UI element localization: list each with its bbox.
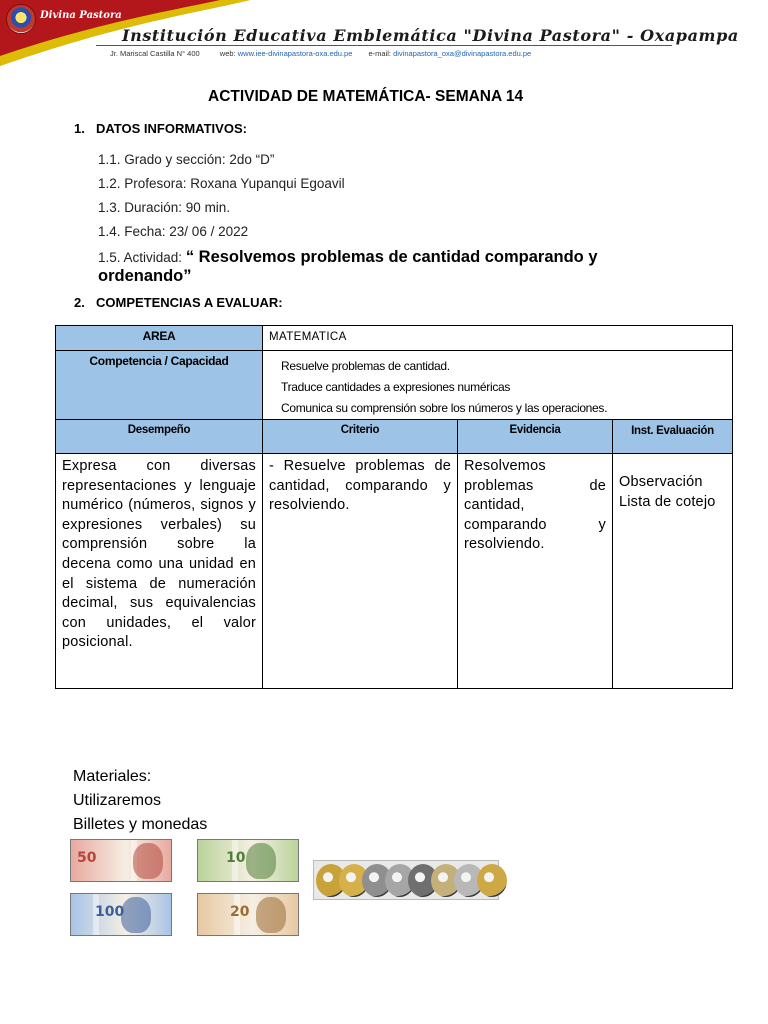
materials-line: Utilizaremos	[73, 792, 162, 809]
section-heading-competencies: 2. COMPETENCIAS A EVALUAR:	[74, 295, 283, 310]
email-label: e-mail: divinapastora_oxa@divinapastora.edu.pe	[368, 49, 532, 58]
web-link[interactable]: www.iee-divinapastora-oxa.edu.pe	[237, 49, 353, 58]
header-divider	[96, 45, 672, 46]
brand-name: Divina Pastora	[40, 10, 122, 21]
info-duration: 1.3. Duración: 90 min.	[98, 200, 231, 215]
page-title: ACTIVIDAD DE MATEMÁTICA- SEMANA 14	[208, 88, 524, 105]
coin	[477, 864, 507, 897]
info-activity	[98, 248, 678, 286]
capacity-list	[263, 351, 733, 420]
col-header-evidencia: Evidencia	[458, 420, 613, 454]
address: Jr. Mariscal Castilla N° 400	[110, 49, 200, 58]
activity-title: “ Resolvemos problemas de cantidad comparando y ordenando”	[98, 248, 598, 285]
school-logo	[6, 4, 36, 34]
section-heading-info: 1. DATOS INFORMATIVOS:	[74, 121, 247, 136]
capacity-item: Traduce cantidades a expresiones numéricas	[281, 380, 511, 394]
cell-instrumento: Observación Lista de cotejo	[613, 454, 733, 689]
web-label: web: www.iee-divinapastora-oxa.edu.pe	[219, 49, 353, 58]
institution-title: Institución Educativa Emblemática "Divina Pastora" - Oxapampa	[122, 26, 739, 45]
cell-desempeno: Expresa con diversas representaciones y lenguaje numérico (números, signos y expresiones verbales) su comprensión sobre la decena como una unidad en el sistema de numeración decimal, sus equivalencias con unidades, el valor posicional.	[56, 454, 263, 689]
area-header: AREA	[56, 326, 263, 351]
col-header-criterio: Criterio	[263, 420, 458, 454]
activity-prefix: 1.5. Actividad:	[98, 250, 186, 265]
coins-image	[313, 860, 499, 900]
capacity-item: Comunica su comprensión sobre los números y las operaciones.	[281, 401, 608, 415]
info-grade: 1.1. Grado y sección: 2do “D”	[98, 152, 275, 167]
info-date: 1.4. Fecha: 23/ 06 / 2022	[98, 224, 249, 239]
capacity-item: Resuelve problemas de cantidad.	[281, 359, 450, 373]
cell-criterio: - Resuelve problemas de cantidad, comparando y resolviendo.	[263, 454, 458, 689]
banknote-image: 10	[197, 839, 299, 882]
col-header-instrumento: Inst. Evaluación	[613, 420, 733, 454]
competence-header: Competencia / Capacidad	[56, 351, 263, 420]
cell-evidencia: Resolvemos problemas de cantidad, comparando y resolviendo.	[458, 454, 613, 689]
institution-contact	[110, 49, 531, 58]
banknote-image: 100	[70, 893, 172, 936]
banknote-image: 50	[70, 839, 172, 882]
banknote-image: 20	[197, 893, 299, 936]
competencies-table	[55, 325, 733, 689]
info-teacher: 1.2. Profesora: Roxana Yupanqui Egoavil	[98, 176, 345, 191]
col-header-desempeno: Desempeño	[56, 420, 263, 454]
area-value: MATEMATICA	[263, 326, 733, 351]
materials-line: Billetes y monedas	[73, 816, 208, 833]
materials-heading: Materiales:	[73, 768, 152, 785]
email-link[interactable]: divinapastora_oxa@divinapastora.edu.pe	[393, 49, 532, 58]
